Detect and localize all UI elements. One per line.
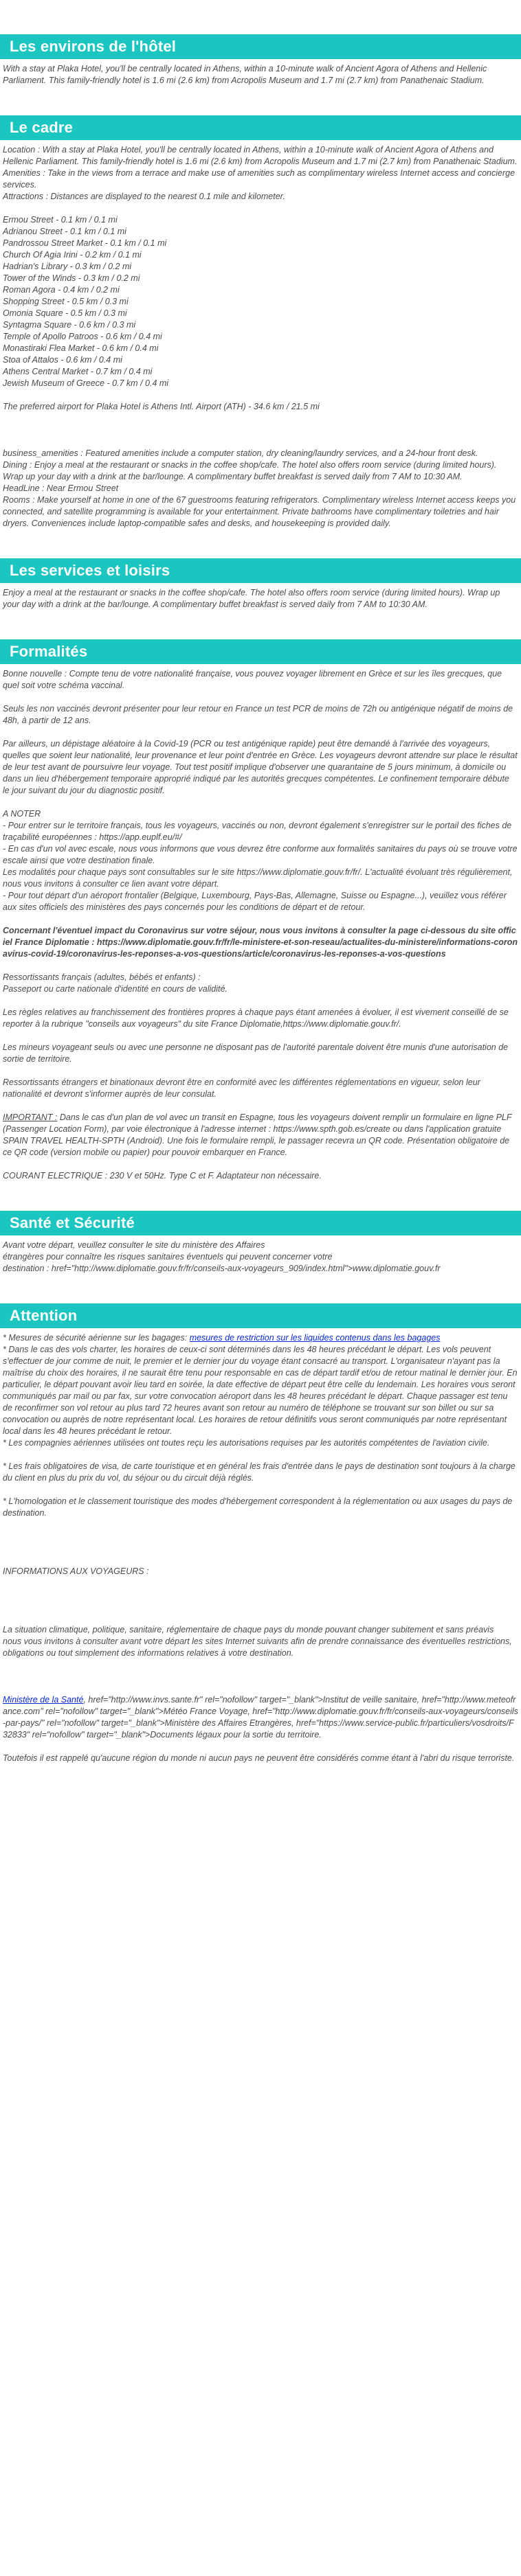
spacer: [3, 1519, 518, 1554]
spacer: [3, 1100, 518, 1112]
mesures-link[interactable]: mesures de restriction sur les liquides contenus dans les bagages: [189, 1333, 441, 1343]
spacer: [3, 727, 518, 738]
cadre-headline: HeadLine : Near Ermou Street: [3, 483, 119, 493]
etrangers-text: Ressortissants étrangers et binationaux devront être en conformité avec les différentes réglementations en vigueur, selon leur nationalité et devront s'informer auprès de leur consulat.: [3, 1078, 480, 1099]
formalites-p1: Bonne nouvelle : Compte tenu de votre nationalité française, vous pouvez voyager librement en Grèce et sur les îles grecques, que quel soit votre schéma vaccinal.: [3, 669, 502, 690]
spacer: [3, 1554, 518, 1566]
compagnies-text: * Les compagnies aériennes utilisées ont toutes reçu les autorisations requises par les autorités compétentes de l'aviation civile.: [3, 1438, 490, 1448]
spacer: [0, 0, 521, 34]
spacer: [3, 913, 518, 925]
mesures-prefix: * Mesures de sécurité aérienne sur les bagages:: [3, 1333, 190, 1343]
cadre-dining: Dining : Enjoy a meal at the restaurant or snacks in the coffee shop/cafe. The hotel also offers room service (during limited hours). Wrap up your day with a drink at the bar/lounge. A complimentary buffet breakfast is served daily from 7 AM to 10:30 AM.: [3, 460, 497, 481]
important-text: [3, 1112, 518, 1159]
formalites-section: [0, 668, 521, 1182]
ressortissants-title: Ressortissants français (adultes, bébés et enfants) :: [3, 972, 201, 982]
spacer: [0, 1182, 521, 1211]
spacer: [3, 797, 518, 808]
section-title-environs: Les environs de l'hôtel: [0, 34, 521, 59]
spacer: [3, 1484, 518, 1496]
spacer: [3, 960, 518, 972]
services-section: [0, 587, 521, 611]
section-title-sante: Santé et Sécurité: [0, 1211, 521, 1235]
spacer: [0, 611, 521, 639]
situation-line-2: nous vous invitons à consulter avant votre départ les sites Internet suivants afin de prendre connaissance des éventuelles restrictions, obligations ou tout simplement des informations relatives à votre destination.: [3, 1637, 512, 1658]
regles-text: Les règles relatives au franchissement des frontières propres à chaque pays étant amenées à évoluer, il est vivement conseillé de se reporter à la rubrique "conseils aux voyageurs" du site France Diplomatie,https://www.diplomatie.gouv.fr/.: [3, 1007, 509, 1029]
sante-line-1: Avant votre départ, veuillez consulter le site du ministère des Affaires: [3, 1240, 265, 1250]
coronavirus-notice: Concernant l'éventuel impact du Coronavirus sur votre séjour, nous vous invitons à consulter la page ci-dessous du site officiel France Diplomatie : https://www.diplomatie.gouv.fr/fr/le-ministere-et-son-reseau/actualites-du-ministere/informations-coronavirus-covid-19/coronavirus-les-reponses-a-vos-questions/article/coronavirus-les-reponses-a-vos-questions: [3, 926, 518, 959]
environs-section: [0, 63, 521, 87]
list-item: Church Of Agia Irini - 0.2 km / 0.1 mi: [3, 250, 142, 260]
note-3: Les modalités pour chaque pays sont consultables sur le site https://www.diplomatie.gouv.fr/fr/. L'actualité évoluant très régulièrement, nous vous invitons à consulter ce lien avant votre départ.: [3, 867, 513, 889]
cadre-attractions: Attractions : Distances are displayed to the nearest 0.1 mile and kilometer.: [3, 192, 285, 201]
mineurs-text: Les mineurs voyageant seuls ou avec une personne ne disposant pas de l'autorité parentale doivent être munis d'une autorisation de sortie de territoire.: [3, 1042, 509, 1064]
list-item: Adrianou Street - 0.1 km / 0.1 mi: [3, 227, 126, 236]
list-item: Pandrossou Street Market - 0.1 km / 0.1 mi: [3, 238, 167, 248]
frais-text: * Les frais obligatoires de visa, de carte touristique et en général les frais d'entrée dans le pays de destination sont toujours à la charge du client en plus du prix du vol, du séjour ou du circuit déjà réglés.: [3, 1461, 516, 1483]
infos-title: INFORMATIONS AUX VOYAGEURS :: [3, 1566, 149, 1576]
spacer: [3, 1449, 518, 1461]
list-item: Roman Agora - 0.4 km / 0.2 mi: [3, 285, 120, 295]
spacer: [0, 87, 521, 115]
spacer: [3, 692, 518, 703]
spacer: [3, 995, 518, 1007]
mesures-text: [3, 1332, 518, 1344]
important-label: IMPORTANT :: [3, 1113, 58, 1122]
list-item: Monastiraki Flea Market - 0.6 km / 0.4 mi: [3, 343, 159, 353]
spacer: [3, 1741, 518, 1753]
spacer: [3, 1577, 518, 1612]
toutefois-text: Toutefois il est rappelé qu'aucune région du monde ni aucun pays ne peuvent être considérés comme étant à l'abri du risque terroriste.: [3, 1753, 515, 1763]
list-item: Omonia Square - 0.5 km / 0.3 mi: [3, 308, 127, 318]
sante-line-2: étrangères pour connaître les risques sanitaires éventuels qui peuvent concerner votre: [3, 1252, 333, 1262]
spacer: [3, 1659, 518, 1694]
note-4: - Pour tout départ d'un aéroport frontalier (Belgique, Luxembourg, Pays-Bas, Allemagne, Suisse ou Espagne...), veuillez vous référer aux sites officiels des ministères des pays concernés pour les conditions de départ et de retour.: [3, 891, 507, 912]
ministere-text: [3, 1694, 518, 1741]
cadre-section: [0, 144, 521, 529]
list-item: Tower of the Winds - 0.3 km / 0.2 mi: [3, 273, 140, 283]
list-item: Ermou Street - 0.1 km / 0.1 mi: [3, 215, 118, 225]
cadre-amenities: Amenities : Take in the views from a terrace and make use of amenities such as complimentary wireless Internet access and concierge services.: [3, 168, 516, 190]
spacer: [3, 1612, 518, 1624]
services-text: Enjoy a meal at the restaurant or snacks in the coffee shop/cafe. The hotel also offers room service (during limited hours). Wrap up your day with a drink at the bar/lounge. A complimentary buffet breakfast is served daily from 7 AM to 10:30 AM.: [3, 588, 500, 609]
list-item: Temple of Apollo Patroos - 0.6 km / 0.4 mi: [3, 332, 162, 341]
situation-line-1: La situation climatique, politique, sanitaire, réglementaire de chaque pays du monde pouvant changer subitement et sans préavis: [3, 1625, 494, 1634]
sante-line-3: destination : href="http://www.diplomatie.gouv.fr/fr/conseils-aux-voyageurs_909/index.html">www.diplomatie.gouv.fr: [3, 1264, 441, 1273]
spacer: [0, 1275, 521, 1303]
list-item: Hadrian's Library - 0.3 km / 0.2 mi: [3, 262, 132, 271]
ministere-link[interactable]: Ministère de la Santé: [3, 1695, 84, 1705]
section-title-cadre: Le cadre: [0, 115, 521, 140]
attention-section: [0, 1332, 521, 1764]
spacer: [0, 529, 521, 558]
spacer: [3, 1030, 518, 1042]
note-title: A NOTER: [3, 809, 41, 819]
homologation-text: * L'homologation et le classement touristique des modes d'hébergement correspondent à la réglementation ou aux usages du pays de destination.: [3, 1496, 513, 1518]
courant-text: COURANT ELECTRIQUE : 230 V et 50Hz. Type C et F. Adaptateur non nécessaire.: [3, 1171, 322, 1181]
sante-section: [0, 1240, 521, 1275]
cadre-location: Location : With a stay at Plaka Hotel, you'll be centrally located in Athens, within a 10-minute walk of Ancient Agora of Athens and Hellenic Parliament. This family-friendly hotel is 1.6 mi (2.6 km) from Acropolis Museum and 1.7 mi (2.7 km) from Panathenaic Stadium.: [3, 145, 518, 166]
section-title-services: Les services et loisirs: [0, 558, 521, 583]
spacer: [3, 1065, 518, 1077]
spacer: [3, 389, 518, 401]
cadre-business: business_amenities : Featured amenities include a computer station, dry cleaning/laundry services, and a 24-hour front desk.: [3, 448, 478, 458]
horaires-text: * Dans le cas des vols charter, les horaires de ceux-ci sont déterminés dans les 48 heures précédant le départ. Les vols peuvent s'effectuer de jour comme de nuit, le premier et le dernier jour du voyage étant consacré au transport. L'organisateur n'ayant pas la maîtrise du choix des horaires, il ne saurait être tenu pour responsable en cas de départ tardif et/ou de retour matinal le dernier jour. En particulier, le départ pouvant avoir lieu tard en soirée, la date effective de départ peut être celle du lendemain. Les horaires vous seront communiqués par mail ou par fax, sur votre convocation aéroport dans les 48 heures précédant le départ. Chaque passager est tenu de reconfirmer son vol retour au plus tard 72 heures avant son retour au numéro de téléphone se trouvant sur son billet ou sur sa convocation ou auprès de notre représentant local. Les horaires de retour définitifs vous seront communiqués par notre représentant local dans les 48 heures précédant le retour.: [3, 1345, 518, 1436]
list-item: Stoa of Attalos - 0.6 km / 0.4 mi: [3, 355, 122, 365]
section-title-attention: Attention: [0, 1303, 521, 1328]
list-item: Athens Central Market - 0.7 km / 0.4 mi: [3, 367, 153, 376]
spacer: [3, 413, 518, 448]
note-1: - Pour entrer sur le territoire français, tous les voyageurs, vaccinés ou non, devront également s'enregistrer sur le portail des fiches de traçabilité européennes : https://app.euplf.eu/#/: [3, 821, 512, 842]
list-item: Syntagma Square - 0.6 km / 0.3 mi: [3, 320, 136, 330]
list-item: Jewish Museum of Greece - 0.7 km / 0.4 mi: [3, 378, 169, 388]
cadre-rooms: Rooms : Make yourself at home in one of the 67 guestrooms featuring refrigerators. Complimentary wireless Internet access keeps you connected, and satellite programming is available for your entertainment. Private bathrooms have complimentary toiletries and hair dryers. Conveniences include laptop-compatible safes and desks, and housekeeping is provided daily.: [3, 495, 516, 528]
spacer: [3, 203, 518, 214]
ministere-rest: , href="http://www.invs.sante.fr" rel="nofollow" target="_blank">Institut de veille sanitaire, href="http://www.meteofrance.com" rel="nofollow" target="_blank">Météo France Voyage, href="http://www.diplomatie.gouv.fr/fr/conseils-aux-voyageurs/conseils-par-pays/" rel="nofollow" target="_blank">Ministère des Affaires Etrangères, href="https://www.service-public.fr/particuliers/vosdroits/F32833" rel="nofollow" target="_blank">Documents légaux pour la sortie du territoire.: [3, 1695, 518, 1740]
section-title-formalites: Formalités: [0, 639, 521, 664]
spacer: [3, 1159, 518, 1170]
formalites-p3: Par ailleurs, un dépistage aléatoire à la Covid-19 (PCR ou test antigénique rapide) peut être demandé à l'arrivée des voyageurs, quelles que soient leur nationalité, leur provenance et leur point d'entrée en Grèce. Les voyageurs devront attendre sur place le résultat de leur test avant de poursuivre leur voyage. Tout test positif implique d'observer une quarantaine de 5 jours minimum, à domicile ou dans un lieu d'hébergement temporaire approprié indiqué par les autorités grecques compétentes. Le confinement temporaire débute le jour suivant du jour du diagnostic positif.: [3, 739, 518, 795]
important-body: Dans le cas d'un plan de vol avec un transit en Espagne, tous les voyageurs doivent remplir un formulaire en ligne PLF (Passenger Location Form), par voie électronique à l'adresse internet : https://www.spth.gob.es/create ou dans l'application gratuite SPAIN TRAVEL HEALTH-SPTH (Android). Une fois le formulaire rempli, le passager recevra un QR code. Présentation obligatoire de ce QR code (version mobile ou papier) pour pouvoir embarquer en France.: [3, 1113, 512, 1157]
cadre-airport: The preferred airport for Plaka Hotel is Athens Intl. Airport (ATH) - 34.6 km / 21.5 mi: [3, 402, 320, 411]
environs-text: With a stay at Plaka Hotel, you'll be centrally located in Athens, within a 10-minute walk of Ancient Agora of Athens and Hellenic Parliament. This family-friendly hotel is 1.6 mi (2.6 km) from Acropolis Museum and 1.7 mi (2.7 km) from Panathenaic Stadium.: [3, 64, 487, 85]
list-item: Shopping Street - 0.5 km / 0.3 mi: [3, 297, 129, 306]
attractions-list: [3, 214, 518, 389]
ressortissants-docs: Passeport ou carte nationale d'identité en cours de validité.: [3, 984, 228, 994]
formalites-p2: Seuls les non vaccinés devront présenter pour leur retour en France un test PCR de moins de 72h ou antigénique négatif de moins de 48h, à partir de 12 ans.: [3, 704, 513, 725]
note-2: - En cas d'un vol avec escale, nous vous informons que vous devrez être conforme aux formalités sanitaires du pays où se trouve votre escale ainsi que votre destination finale.: [3, 844, 518, 865]
